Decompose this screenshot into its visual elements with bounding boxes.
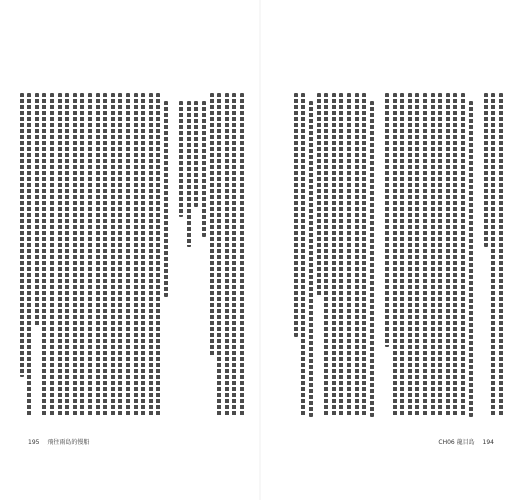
text-column: [453, 93, 457, 417]
text-column: [393, 93, 397, 417]
right-text-block: [284, 93, 504, 417]
text-column: [80, 93, 84, 417]
text-column: [156, 93, 160, 417]
text-column: [423, 93, 427, 417]
text-column: [461, 93, 465, 417]
text-column: [385, 93, 389, 347]
text-column: [111, 93, 115, 417]
text-column: [50, 93, 54, 417]
text-column: [294, 93, 298, 337]
right-running-head: CH06 龍目島: [438, 439, 475, 446]
text-column: [309, 101, 313, 417]
text-column: [42, 93, 46, 417]
text-column: [446, 93, 450, 417]
right-footer: [438, 437, 500, 446]
left-running-head: 飛往雨島的慢船: [47, 439, 90, 446]
text-column: [408, 93, 412, 417]
text-column: [149, 93, 153, 417]
text-column: [187, 101, 191, 247]
text-column: [347, 93, 351, 417]
left-page: [0, 0, 259, 500]
text-column: [301, 93, 305, 417]
text-column: [225, 93, 229, 417]
text-column: [317, 93, 321, 297]
text-column: [332, 93, 336, 417]
left-footer: [22, 437, 89, 446]
text-column: [217, 93, 221, 417]
text-column: [370, 101, 374, 417]
text-column: [27, 93, 31, 417]
text-column: [232, 93, 236, 417]
text-column: [400, 93, 404, 417]
text-column: [438, 93, 442, 417]
right-page: [261, 0, 520, 500]
text-column: [484, 93, 488, 247]
text-column: [415, 93, 419, 417]
text-column: [118, 93, 122, 417]
text-column: [355, 93, 359, 417]
text-column: [164, 101, 168, 297]
text-column: [179, 101, 183, 217]
text-column: [96, 93, 100, 417]
text-column: [103, 93, 107, 417]
text-column: [491, 93, 495, 417]
right-page-number: 194: [482, 439, 494, 446]
text-column: [499, 93, 503, 417]
text-column: [73, 93, 77, 417]
text-column: [431, 93, 435, 417]
text-column: [35, 93, 39, 327]
left-page-number: 195: [28, 439, 40, 446]
text-column: [58, 93, 62, 417]
text-column: [141, 93, 145, 417]
text-column: [362, 93, 366, 417]
text-column: [210, 93, 214, 357]
text-column: [194, 101, 198, 207]
text-column: [324, 93, 328, 417]
text-column: [65, 93, 69, 417]
text-column: [339, 93, 343, 417]
text-column: [88, 93, 92, 417]
text-column: [240, 93, 244, 417]
text-column: [134, 93, 138, 417]
text-column: [126, 93, 130, 417]
text-column: [20, 93, 24, 377]
text-column: [202, 101, 206, 237]
left-text-block: [20, 93, 245, 417]
text-column: [469, 101, 473, 417]
